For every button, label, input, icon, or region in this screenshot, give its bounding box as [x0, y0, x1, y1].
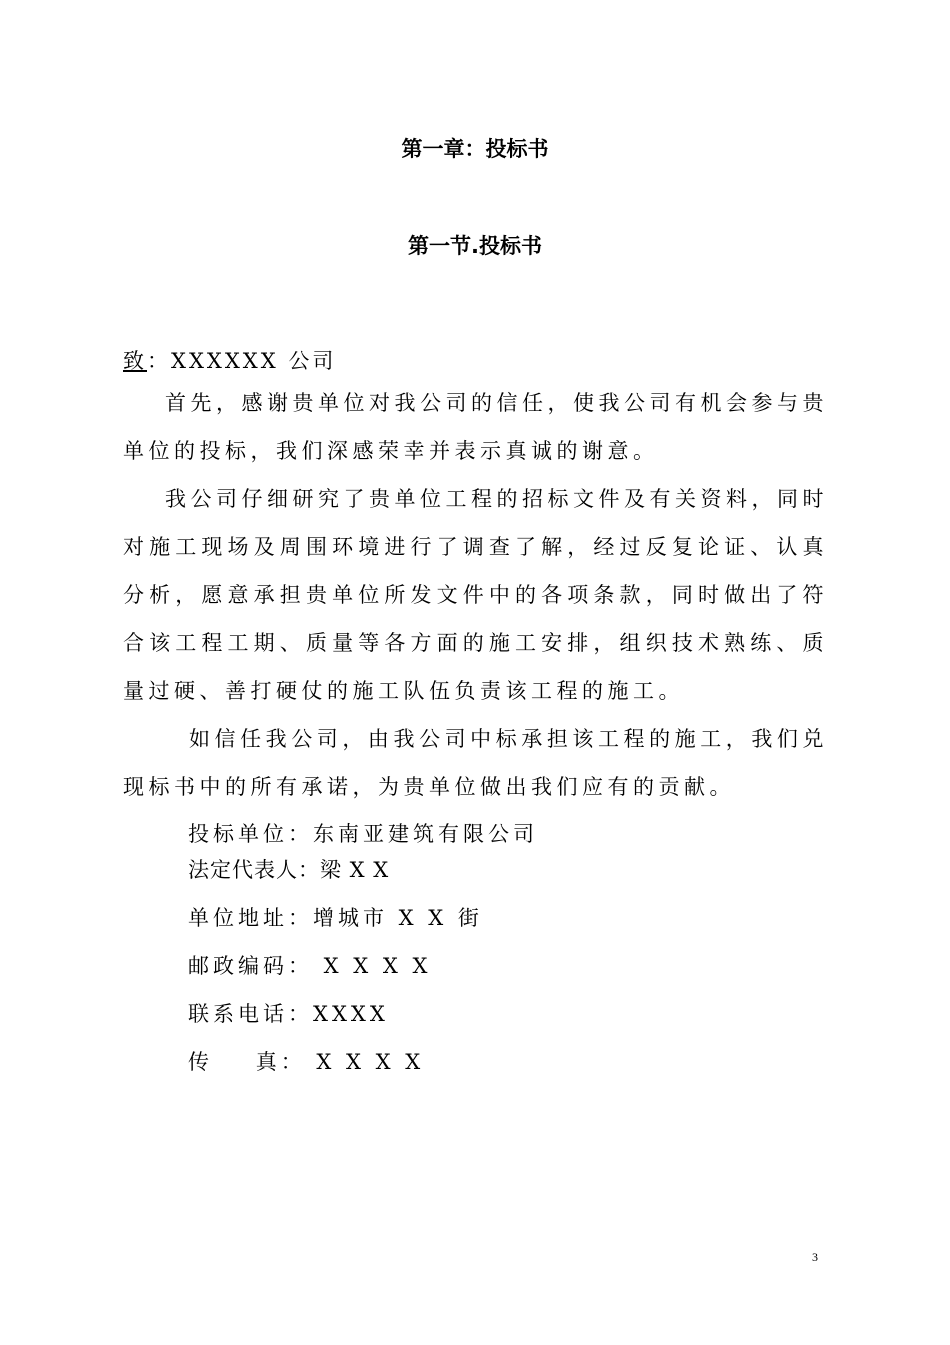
- page-number: 3: [812, 1250, 818, 1264]
- bidder-unit: 投标单位：东南亚建筑有限公司: [188, 822, 538, 846]
- legal-representative: 法定代表人：梁 X X: [188, 858, 390, 882]
- addressee-company: ：XXXXXX 公司: [147, 349, 337, 373]
- paragraph-promise: 如信任我公司，由我公司中标承担该工程的施工，我们兑现标书中的所有承诺，为贵单位做出我们应有的贡献。: [123, 727, 828, 799]
- unit-address: 单位地址：增城市 X X 街: [188, 906, 483, 930]
- paragraph-commitment: 我公司仔细研究了贵单位工程的招标文件及有关资料，同时对施工现场及周围环境进行了调查了解，经过反复论证、认真分析，愿意承担贵单位所发文件中的各项条款，同时做出了符合该工程工期、质量等各方面的施工安排，组织技术熟练、质量过硬、善打硬仗的施工队伍负责该工程的施工。: [123, 487, 828, 703]
- fax-number: 传 真： X X X X: [188, 1050, 425, 1074]
- paragraph-thanks: 首先，感谢贵单位对我公司的信任，使我公司有机会参与贵单位的投标，我们深感荣幸并表示真诚的谢意。: [123, 391, 828, 463]
- phone-number: 联系电话：XXXX: [188, 1002, 389, 1026]
- postal-code: 邮政编码： X X X X: [188, 954, 432, 978]
- chapter-title: 第一章：投标书: [401, 137, 549, 161]
- addressee-line: [123, 337, 828, 385]
- addressee-prefix: 致: [123, 349, 147, 373]
- section-title: 第一节.投标书: [408, 234, 542, 258]
